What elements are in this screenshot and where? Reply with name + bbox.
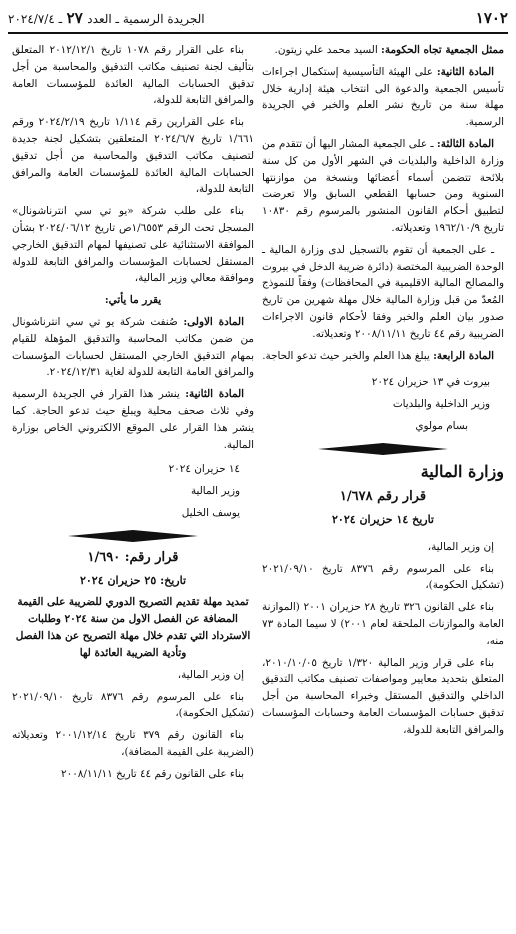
left-article-1 xyxy=(12,314,254,381)
recital-6: بناء على طلب شركة «يو تي سي انترناشونال» المسجل تحت الرقم ١/٦٥٥٣ص تاريخ ٢٠٢٤/٠٦/١٢ بشأن الموافقة الاستثنائية على تصنيفها لمهام التدقيق الخارجي المستقل لحسابات المؤسسات والمرافق التابعة للدولة وموافقة معالي وزير المالية، xyxy=(12,205,255,285)
article-3-p2: ـ على الجمعية أن تقوم بالتسجيل لدى وزارة المالية ـ الوحدة الضريبية المختصة (دائرة ضريبة الدخل في بيروت والمصالح المالية الاقليمية في المحافظات) وفقاً للنموذج المُعدّ من قبل وزارة المالية خلال مهلة شهرين من تاريخ صدور بيان العلم والخبر وفقا لأحكام قانون الاجراءات الضريبية رقم ٤٤ تاريخ ٢٠٠٨/١١/١١ وتعديلاته. xyxy=(262,243,504,340)
recital-4: بناء على القرار رقم ١٠٧٨ تاريخ ٢٠١٢/١٢/١ المتعلق بتأليف لجنة تصنيف مكاتب التدقيق والمحاسبة من أجل تدقيق الحسابات المالية العائدة للمؤسسات العامة والمرافق التابعة للدولة، xyxy=(12,44,254,107)
ministry-heading: وزارة المالية xyxy=(420,461,504,481)
left-section-divider xyxy=(12,530,254,542)
journal-info xyxy=(8,9,205,27)
left-article-2-label: المادة الثانية: xyxy=(185,388,245,401)
minister-intro: إن وزير المالية، xyxy=(427,540,494,553)
signature-name: بسام مولوي xyxy=(415,419,468,432)
divider-ornament-icon xyxy=(68,530,198,542)
rep-paragraph xyxy=(262,42,504,59)
page-number: ١٧٠٢ xyxy=(475,9,508,27)
right-column xyxy=(262,42,504,744)
rep-label: ممثل الجمعية تجاه الحكومة: xyxy=(381,44,504,56)
issue-date: ـ ٢٠٢٤/٧/٤ xyxy=(8,12,63,26)
left-minister-intro: إن وزير المالية، xyxy=(177,668,244,681)
article-3-label: المادة الثالثة: xyxy=(436,137,495,150)
left-article-1-label: المادة الاولى: xyxy=(183,315,244,328)
decision-number: قرار رقم ١/٦٧٨ xyxy=(339,488,427,504)
rep-text: السيد محمد علي زيتون. xyxy=(274,44,382,56)
section-divider xyxy=(262,443,504,455)
divider-ornament-icon xyxy=(318,443,448,455)
decision-long-title: تمديد مهلة تقديم التصريح الدوري للضريبة على القيمة المضافة عن الفصل الاول من سنة ٢٠٢٤ وطلبات الاسترداد التي تقدم خلال مهلة التصريح عن هذا الفصل وتأدية الضريبة العائدة لها xyxy=(15,595,251,659)
article-4-label: المادة الرابعة: xyxy=(433,349,494,362)
article-3 xyxy=(262,136,504,237)
left-signature-title: وزير المالية xyxy=(190,485,240,498)
page-header xyxy=(8,6,508,30)
left-article-2 xyxy=(12,386,254,453)
decides-line: يقرر ما يأتي: xyxy=(104,294,162,307)
issue-number: ٢٧ xyxy=(66,9,83,27)
signature-title: وزير الداخلية والبلديات xyxy=(392,398,490,411)
article-2 xyxy=(262,64,504,131)
header-rule xyxy=(8,32,508,34)
recital-3: بناء على قرار وزير المالية ١/٣٢٠ تاريخ ٢٠١٠/١٠/٠٥، المتعلق بتحديد معايير ومواصفات تصنيف مكاتب التدقيق الداخلي والتدقيق المستقل وخبراء المحاسبة من أجل تدقيق حسابات المؤسسات العامة وحسابات المؤسسات والمرافق التابعة للدولة، xyxy=(262,656,504,736)
recital-1: بناء على المرسوم رقم ٨٣٧٦ تاريخ ٢٠٢١/٠٩/١٠ (تشكيل الحكومة)، xyxy=(262,562,504,592)
recital-8: بناء القانون رقم ٣٧٩ تاريخ ٢٠٠١/١٢/١٤ وتعديلاته (الضريبة على القيمة المضافة)، xyxy=(12,729,254,758)
recital-7: بناء على المرسوم رقم ٨٣٧٦ تاريخ ٢٠٢١/٠٩/١٠ (تشكيل الحكومة)، xyxy=(12,690,254,720)
article-4-text: يبلغ هذا العلم والخبر حيث تدعو الحاجة. xyxy=(262,349,434,362)
left-article-1-text: صُنفت شركة يو تي سي انترناشونال من ضمن مكاتب المحاسبة والتدقيق المؤهلة للقيام بمهام التدقيق الخارجي المستقل لحسابات المؤسسات والمرافق العامة التابعة للدولة لغاية ٢٠٢٤/١٢/٣١. xyxy=(12,315,254,379)
left-article-2-text: ينشر هذا القرار في الجريدة الرسمية وفي ثلاث صحف محلية ويبلغ حيث تدعو الحاجة. كما ينشر هذا القرار على الموقع الالكتروني الخاص بوزارة المالية. xyxy=(12,388,254,451)
article-2-label: المادة الثانية: xyxy=(436,65,495,78)
recital-2: بناء على القانون ٣٢٦ تاريخ ٢٨ حزيران ٢٠٠١ (الموازنة العامة والموازنات الملحقة لعام ٢٠٠١) لا سيما المادة ٧٣ منه، xyxy=(262,601,504,647)
left-column xyxy=(12,42,254,788)
left-decision-number: قرار رقم: ١/٦٩٠ xyxy=(87,549,179,565)
article-4 xyxy=(262,348,504,365)
decision-date: تاريخ ١٤ حزيران ٢٠٢٤ xyxy=(332,512,434,526)
left-signature-date: ١٤ حزيران ٢٠٢٤ xyxy=(168,463,240,476)
left-signature-name: يوسف الخليل xyxy=(181,506,240,519)
journal-name: الجريدة الرسمية ـ العدد xyxy=(87,12,205,26)
recital-5: بناء على القرارين رقم ١/١١٤ تاريخ ٢٠٢٤/٢/١٩ ورقم ١/٦٦١ تاريخ ٢٠٢٤/٦/٧ المتعلقين بتشكيل لجنة جديدة لتصنيف مكاتب التدقيق والمحاسبة من أجل تدقيق الحسابات المالية العائدة للمؤسسات العامة والمرافق التابعة للدولة، xyxy=(12,116,254,196)
signature-place-date: بيروت في ١٣ حزيران ٢٠٢٤ xyxy=(371,376,490,389)
article-2-text: على الهيئة التأسيسية إستكمال اجراءات تأسيس الجمعية والدعوة الى انتخاب هيئة إدارية خلال مهلة سنة من تاريخ نشر العلم والخبر في الجريدة الرسمية. xyxy=(262,65,504,129)
recital-9: بناء على القانون رقم ٤٤ تاريخ ٢٠٠٨/١١/١١ xyxy=(61,767,244,780)
article-3-text: ـ على الجمعية المشار اليها أن تتقدم من وزارة الداخلية والبلديات في الشهر الأول من كل سنة بلائحة تتضمن أسماء أعضائها وبنسخة من موازنتها السنوية ومن حسابها القطعي السابق والا تعرضت لتطبيق أحكام القانون المنشور بالمرسوم رقم ١٠٨٣٠ تاريخ ١٩٦٢/١٠/٩ وتعديلاته. xyxy=(262,137,504,234)
left-decision-date: تاريخ: ٢٥ حزيران ٢٠٢٤ xyxy=(79,573,187,587)
